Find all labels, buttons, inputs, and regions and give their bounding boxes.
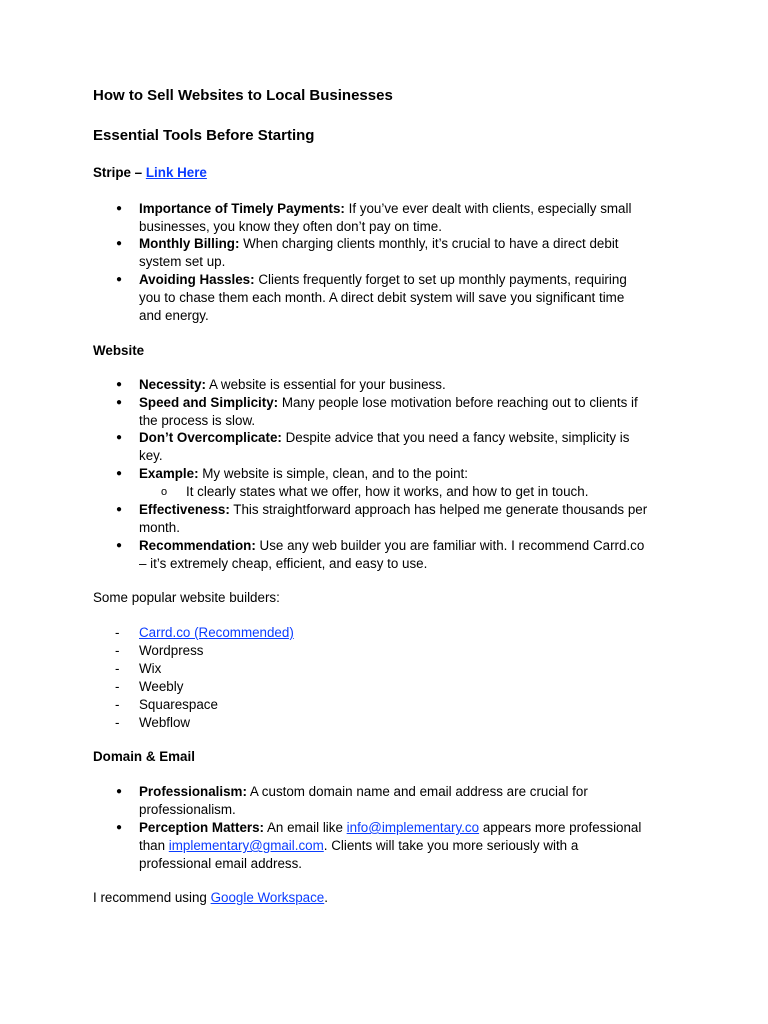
list-item: Effectiveness: This straightforward approach has helped me generate thousands per — [139, 502, 648, 517]
builder-item: Webflow — [139, 715, 191, 730]
builder-item: Weebly — [139, 679, 184, 694]
email-link-gmail[interactable]: implementary@gmail.com — [168, 838, 324, 853]
dash-icon: - — [115, 643, 120, 658]
list-item: Monthly Billing: When charging clients monthly, it’s crucial to have a direct debit — [139, 236, 619, 251]
list-item: Professionalism: A custom domain name and email address are crucial for — [139, 784, 588, 799]
bullet-icon: ● — [116, 786, 123, 797]
list-item-cont: – it’s extremely cheap, efficient, and easy to use. — [139, 556, 428, 571]
bullet-icon: ● — [116, 203, 123, 214]
list-item: Speed and Simplicity: Many people lose motivation before reaching out to clients if — [139, 395, 638, 410]
builder-item: Wordpress — [139, 643, 204, 658]
sub-bullet-icon: o — [161, 486, 168, 498]
section-heading-domain: Domain & Email — [93, 749, 195, 764]
list-item: Necessity: A website is essential for your business. — [139, 377, 446, 392]
builder-item: Squarespace — [139, 697, 218, 712]
bullet-icon: ● — [116, 540, 123, 551]
email-link-implementary[interactable]: info@implementary.co — [346, 820, 480, 835]
list-item-cont: professionalism. — [139, 802, 236, 817]
bullet-icon: ● — [116, 468, 123, 479]
dash-icon: - — [115, 661, 120, 676]
list-item-cont: system set up. — [139, 254, 226, 269]
stripe-line — [93, 164, 207, 182]
section-heading-tools: Essential Tools Before Starting — [93, 127, 315, 144]
list-item: Importance of Timely Payments: If you’ve ever dealt with clients, especially small — [139, 201, 632, 216]
closing-line: I recommend using Google Workspace. — [93, 890, 328, 905]
dash-icon: - — [115, 625, 120, 640]
bullet-icon: ● — [116, 822, 123, 833]
list-item: Recommendation: Use any web builder you are familiar with. I recommend Carrd.co — [139, 538, 645, 553]
section-heading-website: Website — [93, 343, 145, 358]
list-item: Perception Matters: An email like info@implementary.co appears more professional — [139, 820, 642, 835]
list-item: Avoiding Hassles: Clients frequently forget to set up monthly payments, requiring — [139, 272, 627, 287]
builder-item: Wix — [139, 661, 162, 676]
bullet-icon: ● — [116, 432, 123, 443]
bullet-icon: ● — [116, 504, 123, 515]
google-workspace-link[interactable]: Google Workspace — [210, 890, 325, 905]
dash-icon: - — [115, 679, 120, 694]
list-item-cont: you to chase them each month. A direct debit system will save you significant time — [139, 290, 625, 305]
dash-icon: - — [115, 697, 120, 712]
list-item-cont: key. — [139, 448, 163, 463]
bullet-icon: ● — [116, 238, 123, 249]
list-item-cont: than implementary@gmail.com. Clients will take you more seriously with a — [139, 838, 579, 853]
list-item-cont: and energy. — [139, 308, 209, 323]
stripe-label: Stripe – — [93, 165, 143, 180]
builders-intro: Some popular website builders: — [93, 590, 280, 605]
list-item: Example: My website is simple, clean, and to the point: — [139, 466, 468, 481]
bullet-icon: ● — [116, 379, 123, 390]
list-item-cont: month. — [139, 520, 180, 535]
stripe-link[interactable]: Link Here — [145, 165, 207, 180]
list-item-cont: professional email address. — [139, 856, 303, 871]
list-item: Don’t Overcomplicate: Despite advice that you need a fancy website, simplicity is — [139, 430, 630, 445]
bullet-icon: ● — [116, 397, 123, 408]
list-item-cont: the process is slow. — [139, 413, 256, 428]
sub-list-item: It clearly states what we offer, how it works, and how to get in touch. — [186, 484, 589, 499]
dash-icon: - — [115, 715, 120, 730]
page-title: How to Sell Websites to Local Businesses — [93, 87, 393, 104]
builder-link-carrd[interactable]: Carrd.co (Recommended) — [139, 625, 294, 640]
bullet-icon: ● — [116, 274, 123, 285]
list-item-cont: businesses, you know they often don’t pay on time. — [139, 219, 442, 234]
